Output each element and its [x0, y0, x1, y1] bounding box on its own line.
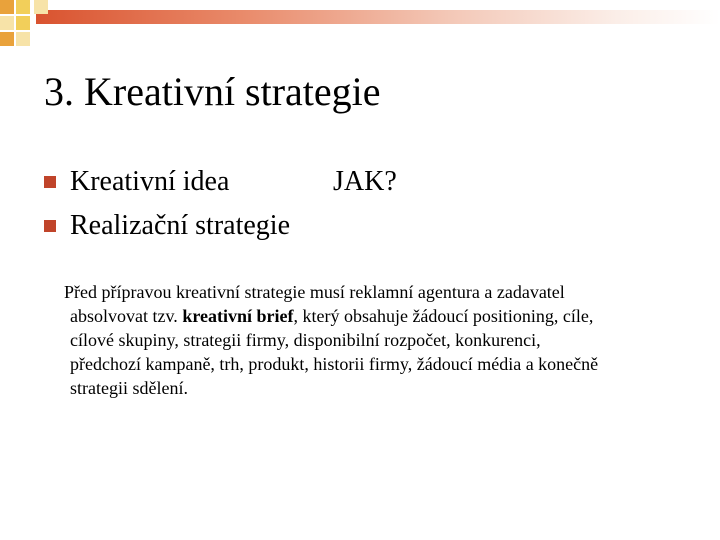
slide-title: 3. Kreativní strategie: [44, 69, 381, 114]
decor-square: [16, 0, 30, 14]
bullet-square-icon: [44, 220, 56, 232]
decor-square: [34, 0, 48, 14]
bullet-label: Kreativní idea: [70, 166, 230, 197]
paragraph-line: cílové skupiny, strategii firmy, disponibilní rozpočet, konkurenci,: [70, 330, 541, 350]
paragraph-line: [64, 304, 674, 328]
bullet-square-icon: [44, 176, 56, 188]
bullet-question: JAK?: [333, 166, 397, 197]
decor-square: [0, 32, 14, 46]
decor-square: [16, 16, 30, 30]
decor-square: [0, 16, 14, 30]
header-decoration-band: [36, 10, 720, 24]
emphasis-text: kreativní brief: [182, 306, 294, 326]
paragraph-text: , který obsahuje žádoucí positioning, cíle,: [293, 306, 594, 326]
paragraph-line: předchozí kampaně, trh, produkt, historii firmy, žádoucí média a konečně: [70, 354, 599, 374]
corner-decoration: [0, 0, 60, 48]
bullet-label: Realizační strategie: [70, 210, 290, 241]
body-paragraph: [64, 280, 674, 400]
paragraph-line: Před přípravou kreativní strategie musí reklamní agentura a zadavatel: [64, 282, 565, 302]
paragraph-line: strategii sdělení.: [70, 378, 188, 398]
decor-square: [0, 0, 14, 14]
decor-square: [16, 32, 30, 46]
paragraph-text: absolvovat tzv.: [70, 306, 183, 326]
